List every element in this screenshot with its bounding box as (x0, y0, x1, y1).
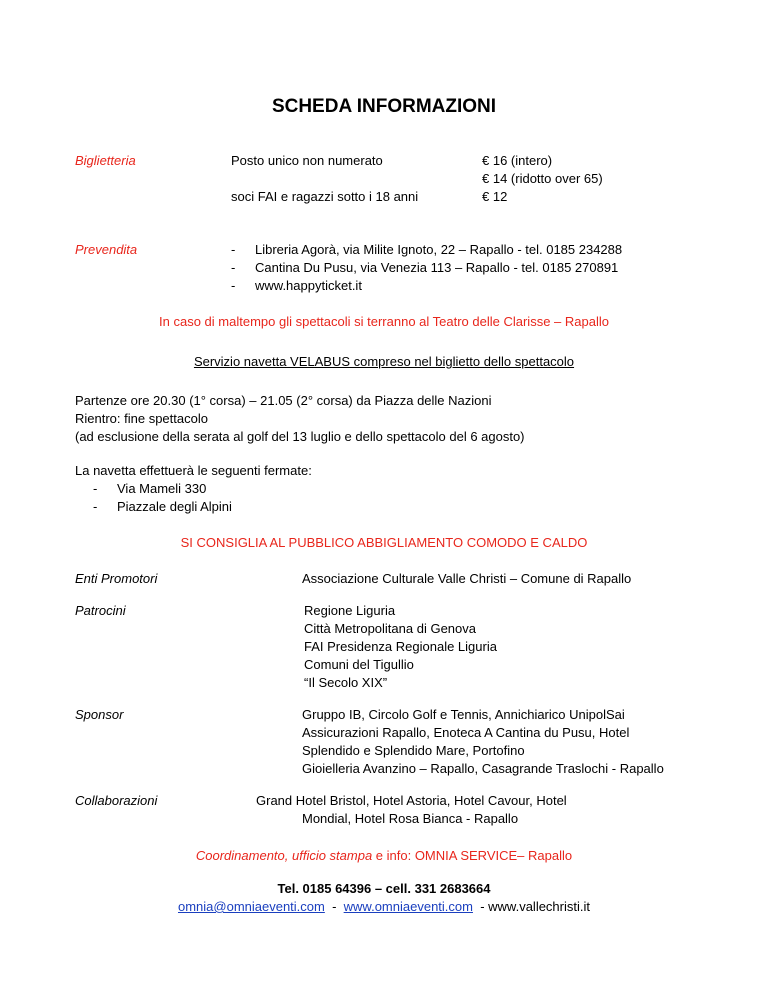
collaborazioni-label: Collaborazioni (75, 793, 158, 808)
maltempo-notice: In caso di maltempo gli spettacoli si terranno al Teatro delle Clarisse – Rapallo (159, 314, 609, 329)
page-title: SCHEDA INFORMAZIONI (271, 96, 497, 117)
prevendita-item: - www.happyticket.it (231, 278, 362, 293)
biglietteria-label: Biglietteria (75, 153, 136, 168)
patrocinio-item: FAI Presidenza Regionale Liguria (304, 639, 497, 654)
fermate-list (93, 480, 232, 516)
fermata-item: - Via Mameli 330 (93, 481, 207, 496)
coordinamento-line (0, 847, 768, 865)
sponsor-list (302, 706, 664, 778)
patrocinio-item: Comuni del Tigullio (304, 657, 414, 672)
sponsor-line: Gioielleria Avanzino – Rapallo, Casagrande Traslochi - Rapallo (302, 761, 664, 776)
enti-value: Associazione Culturale Valle Christi – Comune di Rapallo (302, 571, 632, 586)
patrocini-label: Patrocini (75, 603, 126, 618)
enti-label: Enti Promotori (75, 571, 158, 586)
omniaeventi-link[interactable]: www.omniaeventi.com (343, 899, 473, 914)
price-list (482, 152, 603, 206)
consiglio-notice: SI CONSIGLIA AL PUBBLICO ABBIGLIAMENTO COMODO E CALDO (180, 535, 588, 550)
prevendita-item: - Libreria Agorà, via Milite Ignoto, 22 – Rapallo - tel. 0185 234288 (231, 242, 623, 257)
contact-phone: Tel. 0185 64396 – cell. 331 2683664 (277, 881, 491, 896)
collaborazioni-line2: Mondial, Hotel Rosa Bianca - Rapallo (302, 811, 519, 826)
coordinamento-italic: Coordinamento, ufficio stampa (195, 848, 373, 863)
posto-unico-text: Posto unico non numerato (231, 153, 383, 168)
sponsor-line: Gruppo IB, Circolo Golf e Tennis, Annichiarico UnipolSai (302, 707, 625, 722)
navetta-esclusione: (ad esclusione della serata al golf del 13 luglio e dello spettacolo del 6 agosto) (75, 429, 525, 444)
prevendita-list (231, 241, 622, 295)
sponsor-label: Sponsor (75, 707, 124, 722)
navetta-heading: Servizio navetta VELABUS compreso nel biglietto dello spettacolo (193, 354, 575, 369)
bullet-dash: - (93, 499, 98, 514)
price-ridotto: € 14 (ridotto over 65) (482, 171, 603, 186)
soci-fai-text: soci FAI e ragazzi sotto i 18 anni (231, 189, 419, 204)
fermata-item: - Piazzale degli Alpini (93, 499, 232, 514)
bullet-dash: - (231, 242, 236, 257)
patrocini-list (304, 602, 497, 692)
contact-links (0, 898, 768, 916)
link-separator: - (324, 899, 344, 914)
vallechristi-text: www.vallechristi.it (488, 899, 590, 914)
price-soci: € 12 (482, 189, 508, 204)
navetta-info (75, 392, 525, 446)
collaborazioni-line1: Grand Hotel Bristol, Hotel Astoria, Hotel Cavour, Hotel (256, 793, 567, 808)
bullet-dash: - (93, 481, 98, 496)
patrocinio-item: Città Metropolitana di Genova (304, 621, 476, 636)
patrocinio-item: “Il Secolo XIX” (304, 675, 388, 690)
prevendita-label: Prevendita (75, 242, 138, 257)
sponsor-line: Splendido e Splendido Mare, Portofino (302, 743, 525, 758)
bullet-dash: - (231, 260, 236, 275)
bullet-dash: - (231, 278, 236, 293)
prevendita-item: - Cantina Du Pusu, via Venezia 113 – Rapallo - tel. 0185 270891 (231, 260, 619, 275)
navetta-rientro: Rientro: fine spettacolo (75, 411, 208, 426)
sponsor-line: Assicurazioni Rapallo, Enoteca A Cantina du Pusu, Hotel (302, 725, 630, 740)
price-intero: € 16 (intero) (482, 153, 553, 168)
link-separator: - (472, 899, 489, 914)
patrocinio-item: Regione Liguria (304, 603, 396, 618)
coordinamento-rest: e info: OMNIA SERVICE– Rapallo (372, 848, 573, 863)
email-link[interactable]: omnia@omniaeventi.com (177, 899, 325, 914)
navetta-partenze: Partenze ore 20.30 (1° corsa) – 21.05 (2° corsa) da Piazza delle Nazioni (75, 393, 492, 408)
fermate-heading: La navetta effettuerà le seguenti fermate: (75, 463, 312, 478)
